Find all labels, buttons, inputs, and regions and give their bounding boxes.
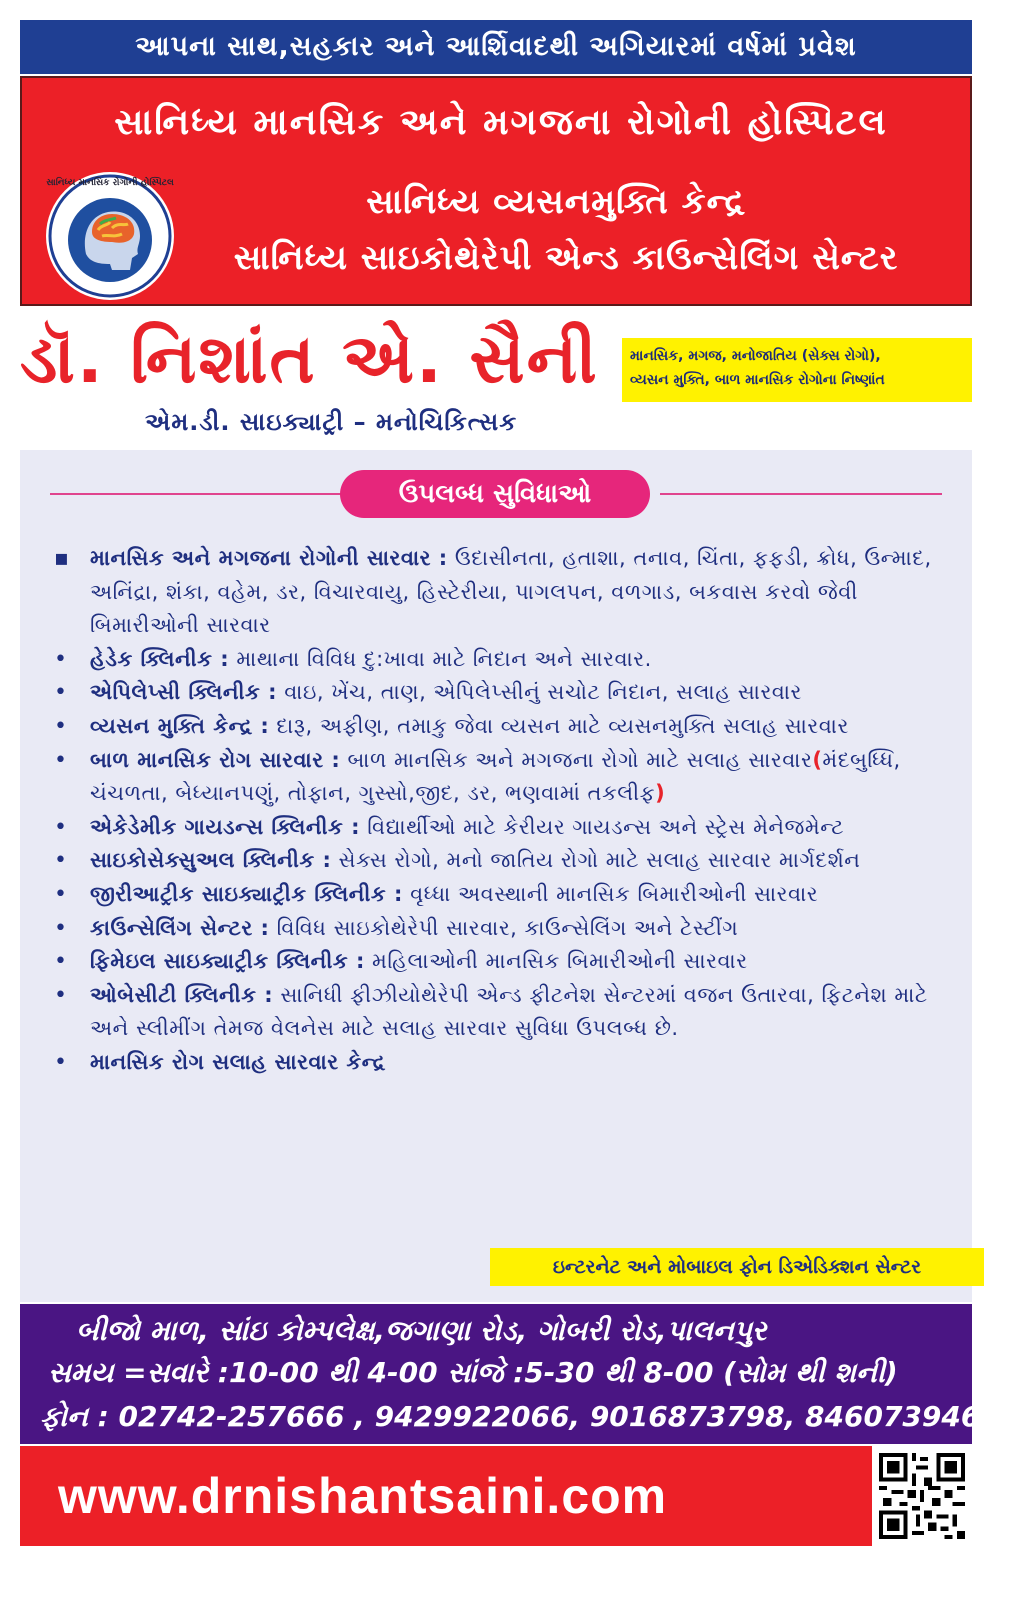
website-footer [20, 1446, 972, 1546]
bullet-dot-icon: • [54, 1049, 68, 1075]
counselling-centre-title: સાનિધ્ય સાઇકોથેરેપી એન્ડ કાઉન્સેલિંગ સેન્ટર [233, 238, 899, 278]
contact-panel [20, 1304, 1000, 1444]
logo-ring-text: સાનિધ્ય માનસિક રોગોની હોસ્પિટલ [46, 178, 174, 188]
service-text: વિવિધ સાઇકોથેરેપી સારવાર, કાઉન્સેલિંગ અને ટેસ્ટીંગ [269, 915, 739, 940]
service-item [48, 979, 968, 1046]
timing: સમય =સવારે :10-00 થી 4-00 સાંજે :5-30 થી 8-00 (સોમ થી શની) [48, 1356, 898, 1389]
service-item [48, 643, 968, 677]
service-item [48, 1046, 968, 1080]
bullet-dot-icon: • [54, 881, 68, 907]
specialty-line-1: માનસિક, મગજ, મનોજાતિય (સેક્સ રોગો), [630, 348, 881, 364]
service-item [48, 542, 968, 643]
paren-open: ( [812, 747, 823, 772]
bullet-dot-icon: • [54, 814, 68, 840]
service-item [48, 945, 968, 979]
service-title: એપિલેપ્સી ક્લિનીક : [90, 680, 278, 705]
service-text: વિદ્યાર્થીઓ માટે કેરીયર ગાયડન્સ અને સ્ટ્રેસ મેનેજમેન્ટ [360, 814, 844, 839]
hospital-name: સાનિધ્ય માનસિક અને મગજના રોગોની હોસ્પિટલ [114, 102, 888, 143]
website-link[interactable]: www.drnishantsaini.com [58, 1468, 668, 1524]
facilities-panel [20, 450, 972, 1302]
service-title: માનસિક રોગ સલાહ સારવાર કેન્દ્ર [90, 1049, 386, 1074]
top-banner [20, 20, 972, 74]
facilities-heading: ઉપલબ્ધ સુવિધાઓ [340, 470, 650, 518]
bullet-dot-icon: • [54, 949, 68, 975]
service-title: વ્યસન મુક્તિ કેન્દ્ર : [90, 713, 270, 738]
service-title: માનસિક અને મગજના રોગોની સારવાર : [90, 546, 448, 570]
qr-code-icon[interactable] [872, 1446, 972, 1546]
doctor-degree: એમ.ડી. સાઇક્યાટ્રી – મનોચિકિત્સક [145, 408, 518, 436]
service-text: વાઇ, ખેંચ, તાણ, એપિલેપ્સીનું સચોટ નિદાન, સલાહ સારવાર [277, 680, 802, 705]
service-text: વૃધ્ધા અવસ્થાની માનસિક બિમારીઓની સારવાર [402, 881, 819, 906]
bullet-dot-icon: • [54, 915, 68, 941]
service-title: બાળ માનસિક રોગ સારવાર : [90, 747, 341, 772]
service-text: દારૂ, અફીણ, તમાકુ જેવા વ્યસન માટે વ્યસનમુક્તિ સલાહ સારવાર [269, 713, 849, 738]
service-title: સાઇકોસેક્સુઅલ ક્લિનીક : [90, 848, 332, 873]
service-item [48, 844, 968, 878]
divider-left [50, 493, 360, 495]
service-title: કાઉન્સેલિંગ સેન્ટર : [90, 915, 270, 940]
service-subtext: મંદબુધ્ધિ, ચંચળતા, બેધ્યાનપણું, તોફાન, ગુસ્સો,જીદ, ડર, ભણવામાં તકલીફ [90, 747, 901, 806]
qr-code-pattern [879, 1453, 965, 1539]
service-title: જીરીઆટ્રીક સાઇક્યાટ્રીક ક્લિનીક : [90, 881, 403, 906]
bullet-dot-icon: • [54, 646, 68, 672]
bullet-square-icon: ▪ [54, 546, 70, 571]
bullet-dot-icon: • [54, 680, 68, 706]
bullet-dot-icon: • [54, 982, 68, 1008]
services-list [48, 542, 968, 1080]
deaddiction-centre-title: સાનિધ્ય વ્યસનમુક્તિ કેન્દ્ર [366, 182, 746, 222]
phone-numbers[interactable]: ફોન : 02742-257666 , 9429922066, 9016873798, 8460739466 [40, 1400, 1000, 1433]
top-banner-text: આપના સાથ,સહકાર અને આર્શિવાદથી અગિયારમાં વર્ષમાં પ્રવેશ [135, 31, 857, 62]
service-item [48, 811, 968, 845]
service-text: મહિલાઓની માનસિક બિમારીઓની સારવાર [364, 949, 748, 974]
deaddiction-highlight: ઇન્ટરનેટ અને મોબાઇલ ફોન ડિએડિક્શન સેન્ટર [490, 1248, 984, 1286]
hospital-header [20, 76, 972, 306]
service-item [48, 710, 968, 744]
bullet-dot-icon: • [54, 848, 68, 874]
divider-right [660, 493, 942, 495]
service-title: હેડેક ક્લિનીક : [90, 646, 230, 671]
bullet-dot-icon: • [54, 747, 68, 773]
service-title: ફિમેઇલ સાઇક્યાટ્રીક ક્લિનીક : [90, 949, 365, 974]
service-title: ઓબેસીટી ક્લિનીક : [90, 982, 274, 1007]
doctor-name: ડૉ. નિશાંત એ. સૈની [20, 320, 599, 399]
service-text: સેક્સ રોગો, મનો જાતિય રોગો માટે સલાહ સારવાર માર્ગદર્શન [331, 848, 861, 873]
service-text: સાનિધી ફીઝીયોથેરેપી એન્ડ ફીટનેશ સેન્ટરમાં વજન ઉતારવા, ફિટનેશ માટે અને સ્લીમીંગ તેમજ વેલનેસ માટે સલાહ સારવાર સુવિધા ઉપલબ્ધ છે. [90, 982, 928, 1041]
service-item [48, 878, 968, 912]
service-item [48, 744, 968, 811]
service-text: બાળ માનસિક અને મગજના રોગો માટે સલાહ સારવાર [340, 747, 813, 772]
service-text: માથાના વિવિધ દુ:ખાવા માટે નિદાન અને સારવાર. [229, 646, 652, 671]
service-item [48, 912, 968, 946]
bullet-dot-icon: • [54, 713, 68, 739]
paren-close: ) [655, 781, 666, 806]
specialty-line-2: વ્યસન મુક્તિ, બાળ માનસિક રોગોના નિષ્ણાંત [630, 372, 885, 388]
service-item [48, 676, 968, 710]
specialty-box [622, 338, 972, 402]
service-title: એકેડેમીક ગાયડન્સ ક્લિનીક : [90, 814, 361, 839]
address: બીજો માળ, સાંઇ કોમ્પલેક્ષ,જગાણા રોડ, ગોબરી રોડ,પાલનપુર [76, 1314, 767, 1347]
service-text: ઉદાસીનતા, હતાશા, તનાવ, ચિંતા, ફફડી, ક્રોધ, ઉન્માદ, અનિંદ્રા, શંકા, વહેમ, ડર, વિચારવાયુ, હિસ્ટેરીયા, પાગલપન, વળગાડ, બકવાસ કરવો જેવી બિમારીઓની સારવાર [90, 546, 932, 638]
